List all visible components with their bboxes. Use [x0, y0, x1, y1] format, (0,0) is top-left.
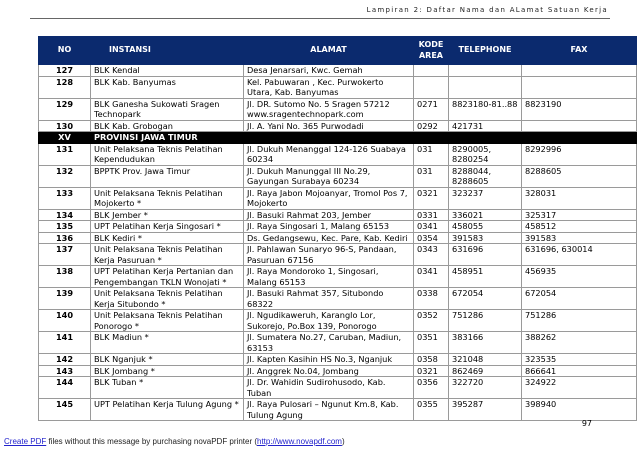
cell-no: 135 [39, 221, 91, 233]
footer-close-paren: ) [341, 437, 345, 446]
cell-instansi: BLK Madiun * [91, 332, 244, 354]
cell-telephone: 322720 [449, 377, 522, 399]
cell-telephone: 8290005, 8280254 [449, 143, 522, 165]
cell-telephone [449, 76, 522, 98]
cell-kode-area: 0271 [414, 98, 449, 120]
cell-fax: 458512 [522, 221, 637, 233]
cell-instansi: Unit Pelaksana Teknis Pelatihan Kerja Pasuruan * [91, 244, 244, 266]
cell-telephone [449, 65, 522, 77]
cell-alamat: Jl. DR. Sutomo No. 5 Sragen 57212 www.sragentechnopark.com [244, 98, 414, 120]
cell-no: 134 [39, 209, 91, 221]
cell-instansi: BLK Ganesha Sukowati Sragen Technopark [91, 98, 244, 120]
cell-fax: 631696, 630014 [522, 244, 637, 266]
footer-note [4, 437, 345, 446]
cell-telephone: 8823180-81..88 [449, 98, 522, 120]
cell-telephone: 672054 [449, 288, 522, 310]
cell-fax: 8823190 [522, 98, 637, 120]
table-row [39, 354, 637, 366]
cell-telephone: 751286 [449, 310, 522, 332]
cell-kode-area: 0341 [414, 221, 449, 233]
cell-instansi: BLK Nganjuk * [91, 354, 244, 366]
cell-alamat: Jl. Sumatera No.27, Caruban, Madiun, 63153 [244, 332, 414, 354]
table-row [39, 187, 637, 209]
cell-telephone: 395287 [449, 399, 522, 421]
col-header-instansi: INSTANSI [91, 37, 244, 65]
col-header-no: NO [39, 37, 91, 65]
cell-kode-area: 0341 [414, 266, 449, 288]
table-row [39, 288, 637, 310]
table-row [39, 399, 637, 421]
cell-kode-area [414, 76, 449, 98]
cell-instansi: Unit Pelaksana Teknis Pelatihan Kependudukan [91, 143, 244, 165]
cell-kode-area: 0356 [414, 377, 449, 399]
cell-instansi: Unit Pelaksana Teknis Pelatihan Ponorogo * [91, 310, 244, 332]
cell-kode-area [414, 65, 449, 77]
cell-instansi: BLK Jember * [91, 209, 244, 221]
table-row [39, 221, 637, 233]
cell-fax: 8288605 [522, 165, 637, 187]
cell-no: 131 [39, 143, 91, 165]
cell-fax: 391583 [522, 232, 637, 244]
cell-telephone: 458055 [449, 221, 522, 233]
cell-no: 143 [39, 365, 91, 377]
cell-fax: 323535 [522, 354, 637, 366]
cell-kode-area: 031 [414, 165, 449, 187]
cell-alamat: Jl. Kapten Kasihin HS No.3, Nganjuk [244, 354, 414, 366]
cell-no: 141 [39, 332, 91, 354]
cell-instansi: Unit Pelaksana Teknis Pelatihan Mojokerto * [91, 187, 244, 209]
cell-telephone: 862469 [449, 365, 522, 377]
section-title: PROVINSI JAWA TIMUR [91, 132, 637, 144]
cell-fax [522, 120, 637, 132]
table-row [39, 143, 637, 165]
cell-alamat: Jl. Basuki Rahmat 357, Situbondo 68322 [244, 288, 414, 310]
cell-alamat: Jl. Ngudikaweruh, Karanglo Lor, Sukorejo, Po.Box 139, Ponorogo [244, 310, 414, 332]
cell-alamat: Jl. Raya Singosari 1, Malang 65153 [244, 221, 414, 233]
cell-no: 140 [39, 310, 91, 332]
cell-no: 128 [39, 76, 91, 98]
cell-no: 129 [39, 98, 91, 120]
cell-no: 142 [39, 354, 91, 366]
cell-instansi: BPPTK Prov. Jawa Timur [91, 165, 244, 187]
table-row [39, 244, 637, 266]
cell-kode-area: 0331 [414, 209, 449, 221]
table-row [39, 65, 637, 77]
cell-telephone: 336021 [449, 209, 522, 221]
section-row [39, 132, 637, 144]
cell-instansi: BLK Kendal [91, 65, 244, 77]
cell-fax: 456935 [522, 266, 637, 288]
cell-alamat: Ds. Gedangsewu, Kec. Pare, Kab. Kediri [244, 232, 414, 244]
col-header-kode-area: KODE AREA [414, 37, 449, 65]
cell-fax: 388262 [522, 332, 637, 354]
cell-alamat: Jl. Dukuh Menanggal 124-126 Suabaya 60234 [244, 143, 414, 165]
cell-kode-area: 0321 [414, 365, 449, 377]
cell-fax: 866641 [522, 365, 637, 377]
col-header-alamat: ALAMAT [244, 37, 414, 65]
cell-fax: 751286 [522, 310, 637, 332]
table-header-row [39, 37, 637, 65]
cell-no: 133 [39, 187, 91, 209]
table-row [39, 266, 637, 288]
cell-no: 136 [39, 232, 91, 244]
cell-no: 132 [39, 165, 91, 187]
novapdf-link[interactable]: http://www.novapdf.com [257, 437, 342, 446]
cell-kode-area: 0354 [414, 232, 449, 244]
cell-kode-area: 0343 [414, 244, 449, 266]
create-pdf-link[interactable]: Create PDF [4, 437, 47, 446]
cell-alamat: Jl. Raya Jabon Mojoanyar, Tromol Pos 7, Mojokerto [244, 187, 414, 209]
cell-kode-area: 0321 [414, 187, 449, 209]
cell-telephone: 421731 [449, 120, 522, 132]
header-rule [30, 18, 610, 19]
cell-alamat: Jl. Basuki Rahmat 203, Jember [244, 209, 414, 221]
cell-fax: 328031 [522, 187, 637, 209]
cell-instansi: UPT Pelatihan Kerja Pertanian dan Pengembangan TKLN Wonojati * [91, 266, 244, 288]
cell-instansi: BLK Kab. Grobogan [91, 120, 244, 132]
footer-text: files without this message by purchasing novaPDF printer ( [46, 437, 257, 446]
cell-instansi: BLK Tuban * [91, 377, 244, 399]
cell-instansi: Unit Pelaksana Teknis Pelatihan Kerja Situbondo * [91, 288, 244, 310]
table-row [39, 209, 637, 221]
cell-no: 139 [39, 288, 91, 310]
table-body [39, 65, 637, 421]
cell-no: 145 [39, 399, 91, 421]
header-note: Lampiran 2: Daftar Nama dan ALamat Satuan Kerja [366, 6, 608, 14]
cell-fax: 325317 [522, 209, 637, 221]
cell-alamat: Jl. Raya Pulosari – Ngunut Km.8, Kab. Tulung Agung [244, 399, 414, 421]
table-row [39, 98, 637, 120]
cell-telephone: 323237 [449, 187, 522, 209]
col-header-fax: FAX [522, 37, 637, 65]
cell-telephone: 383166 [449, 332, 522, 354]
table-row [39, 165, 637, 187]
cell-telephone: 391583 [449, 232, 522, 244]
cell-telephone: 458951 [449, 266, 522, 288]
cell-kode-area: 0355 [414, 399, 449, 421]
table-row [39, 332, 637, 354]
cell-instansi: BLK Jombang * [91, 365, 244, 377]
table-row [39, 310, 637, 332]
table-row [39, 232, 637, 244]
cell-fax: 672054 [522, 288, 637, 310]
cell-kode-area: 031 [414, 143, 449, 165]
cell-no: 138 [39, 266, 91, 288]
cell-alamat: Desa Jenarsari, Kwc. Gemah [244, 65, 414, 77]
cell-fax: 324922 [522, 377, 637, 399]
cell-no: 130 [39, 120, 91, 132]
cell-kode-area: 0351 [414, 332, 449, 354]
cell-fax [522, 76, 637, 98]
cell-kode-area: 0358 [414, 354, 449, 366]
cell-alamat: Jl. Dukuh Manunggal III No.29, Gayungan Surabaya 60234 [244, 165, 414, 187]
cell-fax: 8292996 [522, 143, 637, 165]
cell-alamat: Kel. Pabuwaran , Kec. Purwokerto Utara, Kab. Banyumas [244, 76, 414, 98]
cell-telephone: 8288044, 8288605 [449, 165, 522, 187]
cell-instansi: BLK Kediri * [91, 232, 244, 244]
cell-instansi: UPT Pelatihan Kerja Singosari * [91, 221, 244, 233]
cell-alamat: Jl. Anggrek No.04, Jombang [244, 365, 414, 377]
cell-instansi: UPT Pelatihan Kerja Tulung Agung * [91, 399, 244, 421]
section-number: XV [39, 132, 91, 144]
cell-alamat: Jl. A. Yani No. 365 Purwodadi [244, 120, 414, 132]
page-number: 97 [581, 419, 592, 428]
table-row [39, 365, 637, 377]
cell-telephone: 631696 [449, 244, 522, 266]
cell-alamat: Jl. Dr. Wahidin Sudirohusodo, Kab. Tuban [244, 377, 414, 399]
cell-kode-area: 0338 [414, 288, 449, 310]
table-row [39, 120, 637, 132]
cell-kode-area: 0352 [414, 310, 449, 332]
cell-kode-area: 0292 [414, 120, 449, 132]
cell-instansi: BLK Kab. Banyumas [91, 76, 244, 98]
table-row [39, 76, 637, 98]
cell-no: 127 [39, 65, 91, 77]
cell-fax [522, 65, 637, 77]
cell-no: 137 [39, 244, 91, 266]
cell-telephone: 321048 [449, 354, 522, 366]
table-row [39, 377, 637, 399]
col-header-telephone: TELEPHONE [449, 37, 522, 65]
cell-no: 144 [39, 377, 91, 399]
instansi-table [38, 36, 637, 421]
cell-alamat: Jl. Pahlawan Sunaryo 96-S, Pandaan, Pasuruan 67156 [244, 244, 414, 266]
cell-fax: 398940 [522, 399, 637, 421]
cell-alamat: Jl. Raya Mondoroko 1, Singosari, Malang 65153 [244, 266, 414, 288]
